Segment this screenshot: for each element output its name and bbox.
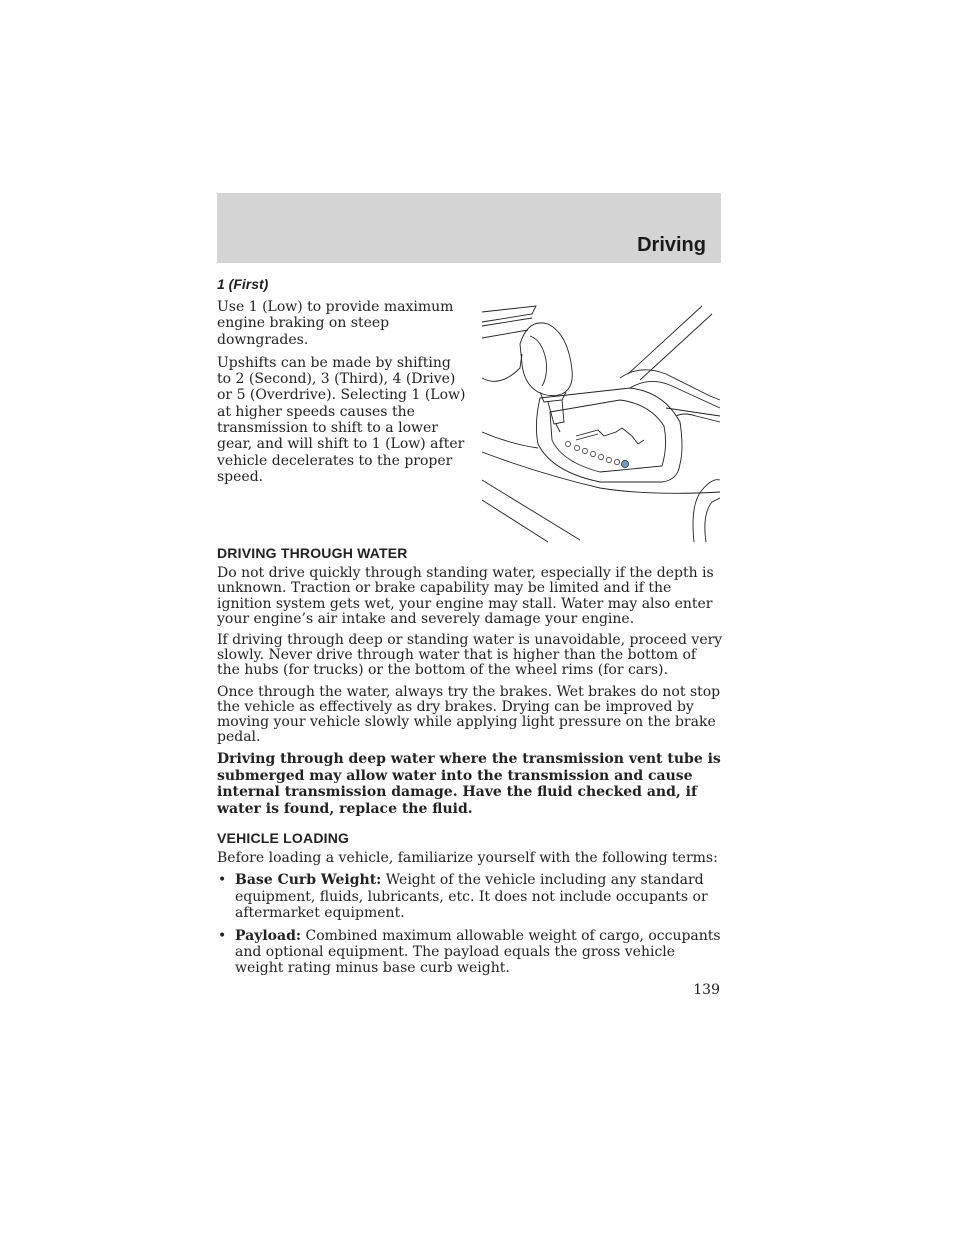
- water-paragraph: Once through the water, always try the brakes. Wet brakes do not stop the vehicle as effectively as dry brakes. Drying can be improved by moving your vehicle slowly while applying light pressure on the brake pedal.: [217, 683, 721, 746]
- section-title: Driving: [637, 234, 706, 256]
- first-gear-paragraph: Use 1 (Low) to provide maximum engine braking on steep downgrades.: [217, 299, 454, 348]
- term-label: Payload:: [235, 928, 302, 945]
- term-definition: Combined maximum allowable weight of cargo, occupants and optional equipment. The payload equals the gross vehicle weight rating minus base curb weight.: [235, 928, 721, 977]
- water-warning: Driving through deep water where the transmission vent tube is submerged may allow water into the transmission and cause internal transmission damage. Have the fluid checked and, if water is found, replace the fluid.: [217, 751, 721, 817]
- main-content: [217, 546, 723, 984]
- loading-intro: Before loading a vehicle, familiarize yourself with the following terms:: [217, 850, 718, 867]
- gear-shifter-illustration: [480, 304, 722, 544]
- first-gear-text: [217, 299, 469, 492]
- water-heading: DRIVING THROUGH WATER: [217, 545, 408, 561]
- water-paragraph: If driving through deep or standing water is unavoidable, proceed very slowly. Never drive through water that is higher than the bottom of the hubs (for trucks) or the bottom of the wheel rims (for cars).: [217, 632, 723, 679]
- bullet: •: [218, 928, 227, 945]
- first-gear-heading: 1 (First): [217, 276, 269, 292]
- gear-position-dots: [565, 441, 628, 467]
- bullet: •: [218, 872, 227, 889]
- page-number: 139: [693, 982, 720, 998]
- header-band: [217, 193, 721, 263]
- term-label: Base Curb Weight:: [235, 872, 382, 889]
- list-item: [217, 928, 723, 977]
- water-paragraph: Do not drive quickly through standing water, especially if the depth is unknown. Traction or brake capability may be limited and if the ignition system gets wet, your engine may stall. Water may also enter your engine’s air intake and severely damage your engine.: [217, 565, 714, 627]
- loading-terms-list: [217, 872, 723, 976]
- term-definition: Weight of the vehicle including any standard equipment, fluids, lubricants, etc. It does not include occupants or aftermarket equipment.: [235, 872, 708, 921]
- first-gear-paragraph: Upshifts can be made by shifting to 2 (Second), 3 (Third), 4 (Drive) or 5 (Overdrive). Selecting 1 (Low) at higher speeds causes the transmission to shift to a lower gear, and will shift to 1 (Low) after vehicle decelerates to the proper speed.: [217, 354, 466, 485]
- list-item: [217, 872, 723, 921]
- loading-heading: VEHICLE LOADING: [217, 830, 350, 847]
